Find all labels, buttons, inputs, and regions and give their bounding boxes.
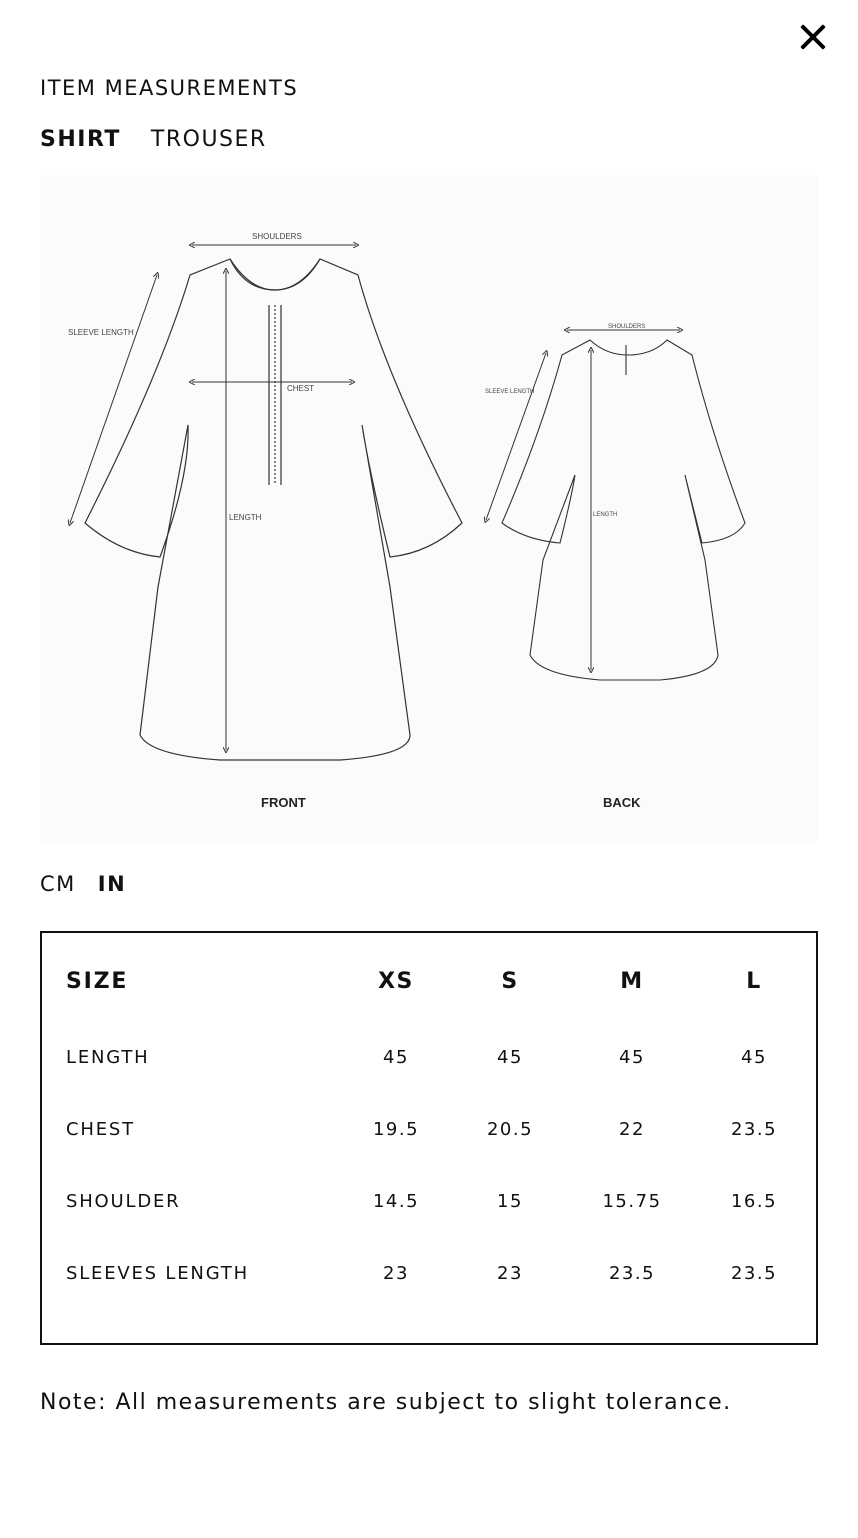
header-size: SIZE (66, 968, 129, 994)
front-shoulders-label: SHOULDERS (252, 232, 302, 241)
size-table (40, 931, 818, 1345)
tab-trouser[interactable]: TROUSER (150, 127, 267, 152)
table-cell: 23.5 (608, 1262, 656, 1284)
back-sleeve-length-label: SLEEVE LENGTH (485, 389, 535, 395)
table-cell: 23.5 (730, 1262, 778, 1284)
row-label-chest: CHEST (66, 1118, 135, 1140)
header-l: L (746, 968, 762, 994)
table-cell: 19.5 (372, 1118, 420, 1140)
tab-shirt[interactable]: SHIRT (40, 127, 121, 152)
row-label-length: LENGTH (66, 1046, 150, 1068)
table-cell: 15 (497, 1190, 523, 1212)
table-cell: 23 (383, 1262, 409, 1284)
table-cell: 20.5 (486, 1118, 534, 1140)
unit-toggle (40, 872, 126, 896)
table-cell: 45 (741, 1046, 767, 1068)
table-cell: 23 (497, 1262, 523, 1284)
front-length-label: LENGTH (229, 513, 262, 522)
header-xs: XS (378, 968, 414, 994)
table-cell: 45 (619, 1046, 645, 1068)
dialog-title: ITEM MEASUREMENTS (40, 76, 299, 100)
front-view-label: FRONT (261, 795, 306, 810)
table-cell: 22 (619, 1118, 645, 1140)
header-s: S (501, 968, 519, 994)
measurement-diagram (40, 175, 818, 843)
table-cell: 23.5 (730, 1118, 778, 1140)
garment-tabs (40, 127, 267, 152)
back-shoulders-label: SHOULDERS (608, 324, 646, 330)
back-length-label: LENGTH (593, 512, 618, 518)
close-icon[interactable] (796, 20, 830, 54)
front-chest-label: CHEST (287, 384, 315, 393)
row-label-shoulder: SHOULDER (66, 1190, 181, 1212)
front-sleeve-length-label: SLEEVE LENGTH (68, 328, 134, 337)
table-cell: 15.75 (602, 1190, 662, 1212)
table-cell: 16.5 (730, 1190, 778, 1212)
table-cell: 45 (383, 1046, 409, 1068)
tolerance-note: Note: All measurements are subject to slight tolerance. (40, 1390, 732, 1415)
header-m: M (620, 968, 644, 994)
back-view-label: BACK (603, 795, 641, 810)
table-cell: 14.5 (372, 1190, 420, 1212)
unit-in[interactable]: IN (97, 872, 127, 896)
row-label-sleeves-length: SLEEVES LENGTH (66, 1262, 249, 1284)
table-cell: 45 (497, 1046, 523, 1068)
unit-cm[interactable]: CM (40, 872, 76, 896)
